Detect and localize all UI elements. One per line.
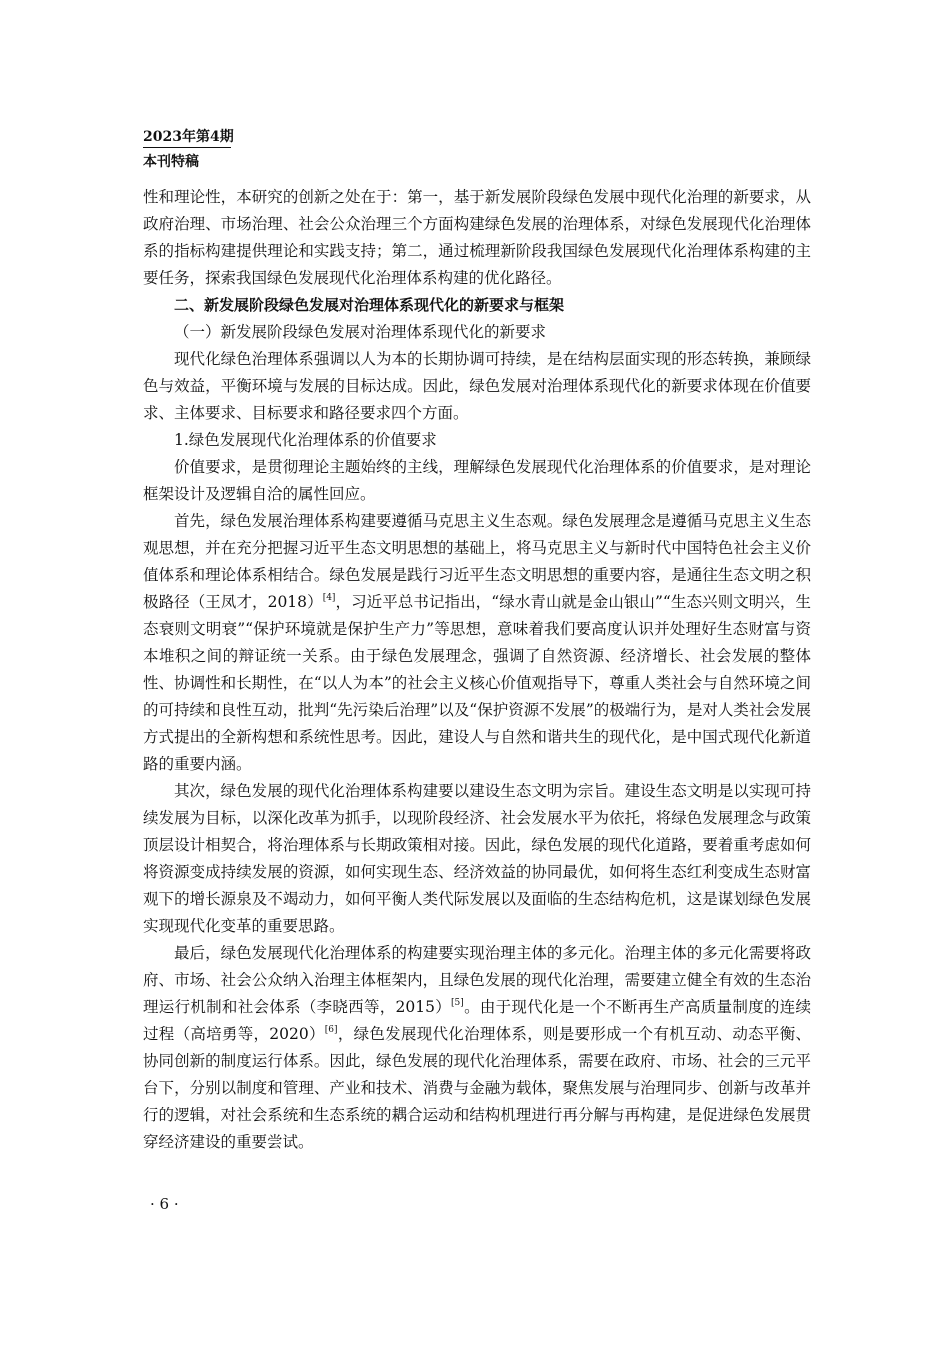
paragraph-text: ，习近平总书记指出，“绿水青山就是金山银山”“生态兴则文明兴，生态衰则文明衰”“保护环境就是保护生产力”等思想，意味着我们要高度认识并处理好生态财富与资本堆积之间的辩证统一关系。由于绿色发展理念，强调了自然资源、经济增长、社会发展的整体性、协调性和长期性，在“以人为本”的社会主义核心价值观指导下，尊重人类社会与自然环境之间的可持续和良性互动，批判“先污染后治理”以及“保护资源不发展”的极端行为，是对人类社会发展方式提出的全新构想和系统性思考。因此，建设人与自然和谐共生的现代化，是中国式现代化新道路的重要内涵。 [143, 593, 811, 773]
sub-subsection-heading: 1.绿色发展现代化治理体系的价值要求 [174, 431, 437, 449]
section-heading: 二、新发展阶段绿色发展对治理体系现代化的新要求与框架 [174, 296, 565, 314]
paragraph: 价值要求，是贯彻理论主题始终的主线，理解绿色发展现代化治理体系的价值要求，是对理论框架设计及逻辑自洽的属性回应。 [143, 458, 811, 503]
page-number: · 6 · [150, 1195, 179, 1213]
paragraph-text: 最后，绿色发展现代化治理体系的构建要实现治理主体的多元化。治理主体的多元化需要将政府、市场、社会公众纳入治理主体框架内，且绿色发展的现代化治理，需要建立健全有效的生态治理运行机制和社会体系（李晓西等，2015） [143, 944, 811, 1016]
paragraph-text: 首先，绿色发展治理体系构建要遵循马克思主义生态观。绿色发展理念是遵循马克思主义生态观思想，并在充分把握习近平生态文明思想的基础上，将马克思主义与新时代中国特色社会主义价值体系和理论体系相结合。绿色发展是践行习近平生态文明思想的重要内容，是通往生态文明之积极路径（王凤才，2018） [143, 512, 811, 611]
journal-issue: 2023年第4期 [143, 128, 231, 148]
article-body [143, 184, 811, 1156]
citation-ref[interactable]: [5] [451, 998, 464, 1008]
citation-ref[interactable]: [6] [324, 1025, 338, 1035]
paragraph [143, 508, 811, 778]
paragraph-text: 。由于现代化是一个不断再生产高质量制度的连续过程（高培勇等，2020） [143, 998, 811, 1043]
paragraph-text: ，绿色发展现代化治理体系，则是要形成一个有机互动、动态平衡、协同创新的制度运行体系。因此，绿色发展的现代化治理体系，需要在政府、市场、社会的三元平台下，分别以制度和管理、产业和技术、消费与金融为载体，聚焦发展与治理同步、创新与改革并行的逻辑，对社会系统和生态系统的耦合运动和结构机理进行再分解与再构建，是促进绿色发展贯穿经济建设的重要尝试。 [143, 1025, 811, 1151]
paragraph: 现代化绿色治理体系强调以人为本的长期协调可持续，是在结构层面实现的形态转换，兼顾绿色与效益，平衡环境与发展的目标达成。因此，绿色发展对治理体系现代化的新要求体现在价值要求、主体要求、目标要求和路径要求四个方面。 [143, 350, 811, 422]
citation-ref[interactable]: [4] [322, 593, 336, 603]
paragraph-continued: 性和理论性，本研究的创新之处在于：第一，基于新发展阶段绿色发展中现代化治理的新要求，从政府治理、市场治理、社会公众治理三个方面构建绿色发展的治理体系，对绿色发展现代化治理体系的指标构建提供理论和实践支持；第二，通过梳理新阶段我国绿色发展现代化治理体系构建的主要任务，探索我国绿色发展现代化治理体系构建的优化路径。 [143, 188, 811, 287]
paragraph [143, 940, 811, 1156]
running-header [143, 128, 234, 172]
subsection-heading: （一）新发展阶段绿色发展对治理体系现代化的新要求 [174, 323, 547, 341]
section-tag: 本刊特稿 [143, 154, 199, 170]
paragraph: 其次，绿色发展的现代化治理体系构建要以建设生态文明为宗旨。建设生态文明是以实现可持续发展为目标，以深化改革为抓手，以现阶段经济、社会发展水平为依托，将绿色发展理念与政策顶层设计相契合，将治理体系与长期政策相对接。因此，绿色发展的现代化道路，要着重考虑如何将资源变成持续发展的资源，如何实现生态、经济效益的协同最优，如何将生态红利变成生态财富观下的增长源泉及不竭动力，如何平衡人类代际发展以及面临的生态结构危机，这是谋划绿色发展实现现代化变革的重要思路。 [143, 782, 811, 935]
